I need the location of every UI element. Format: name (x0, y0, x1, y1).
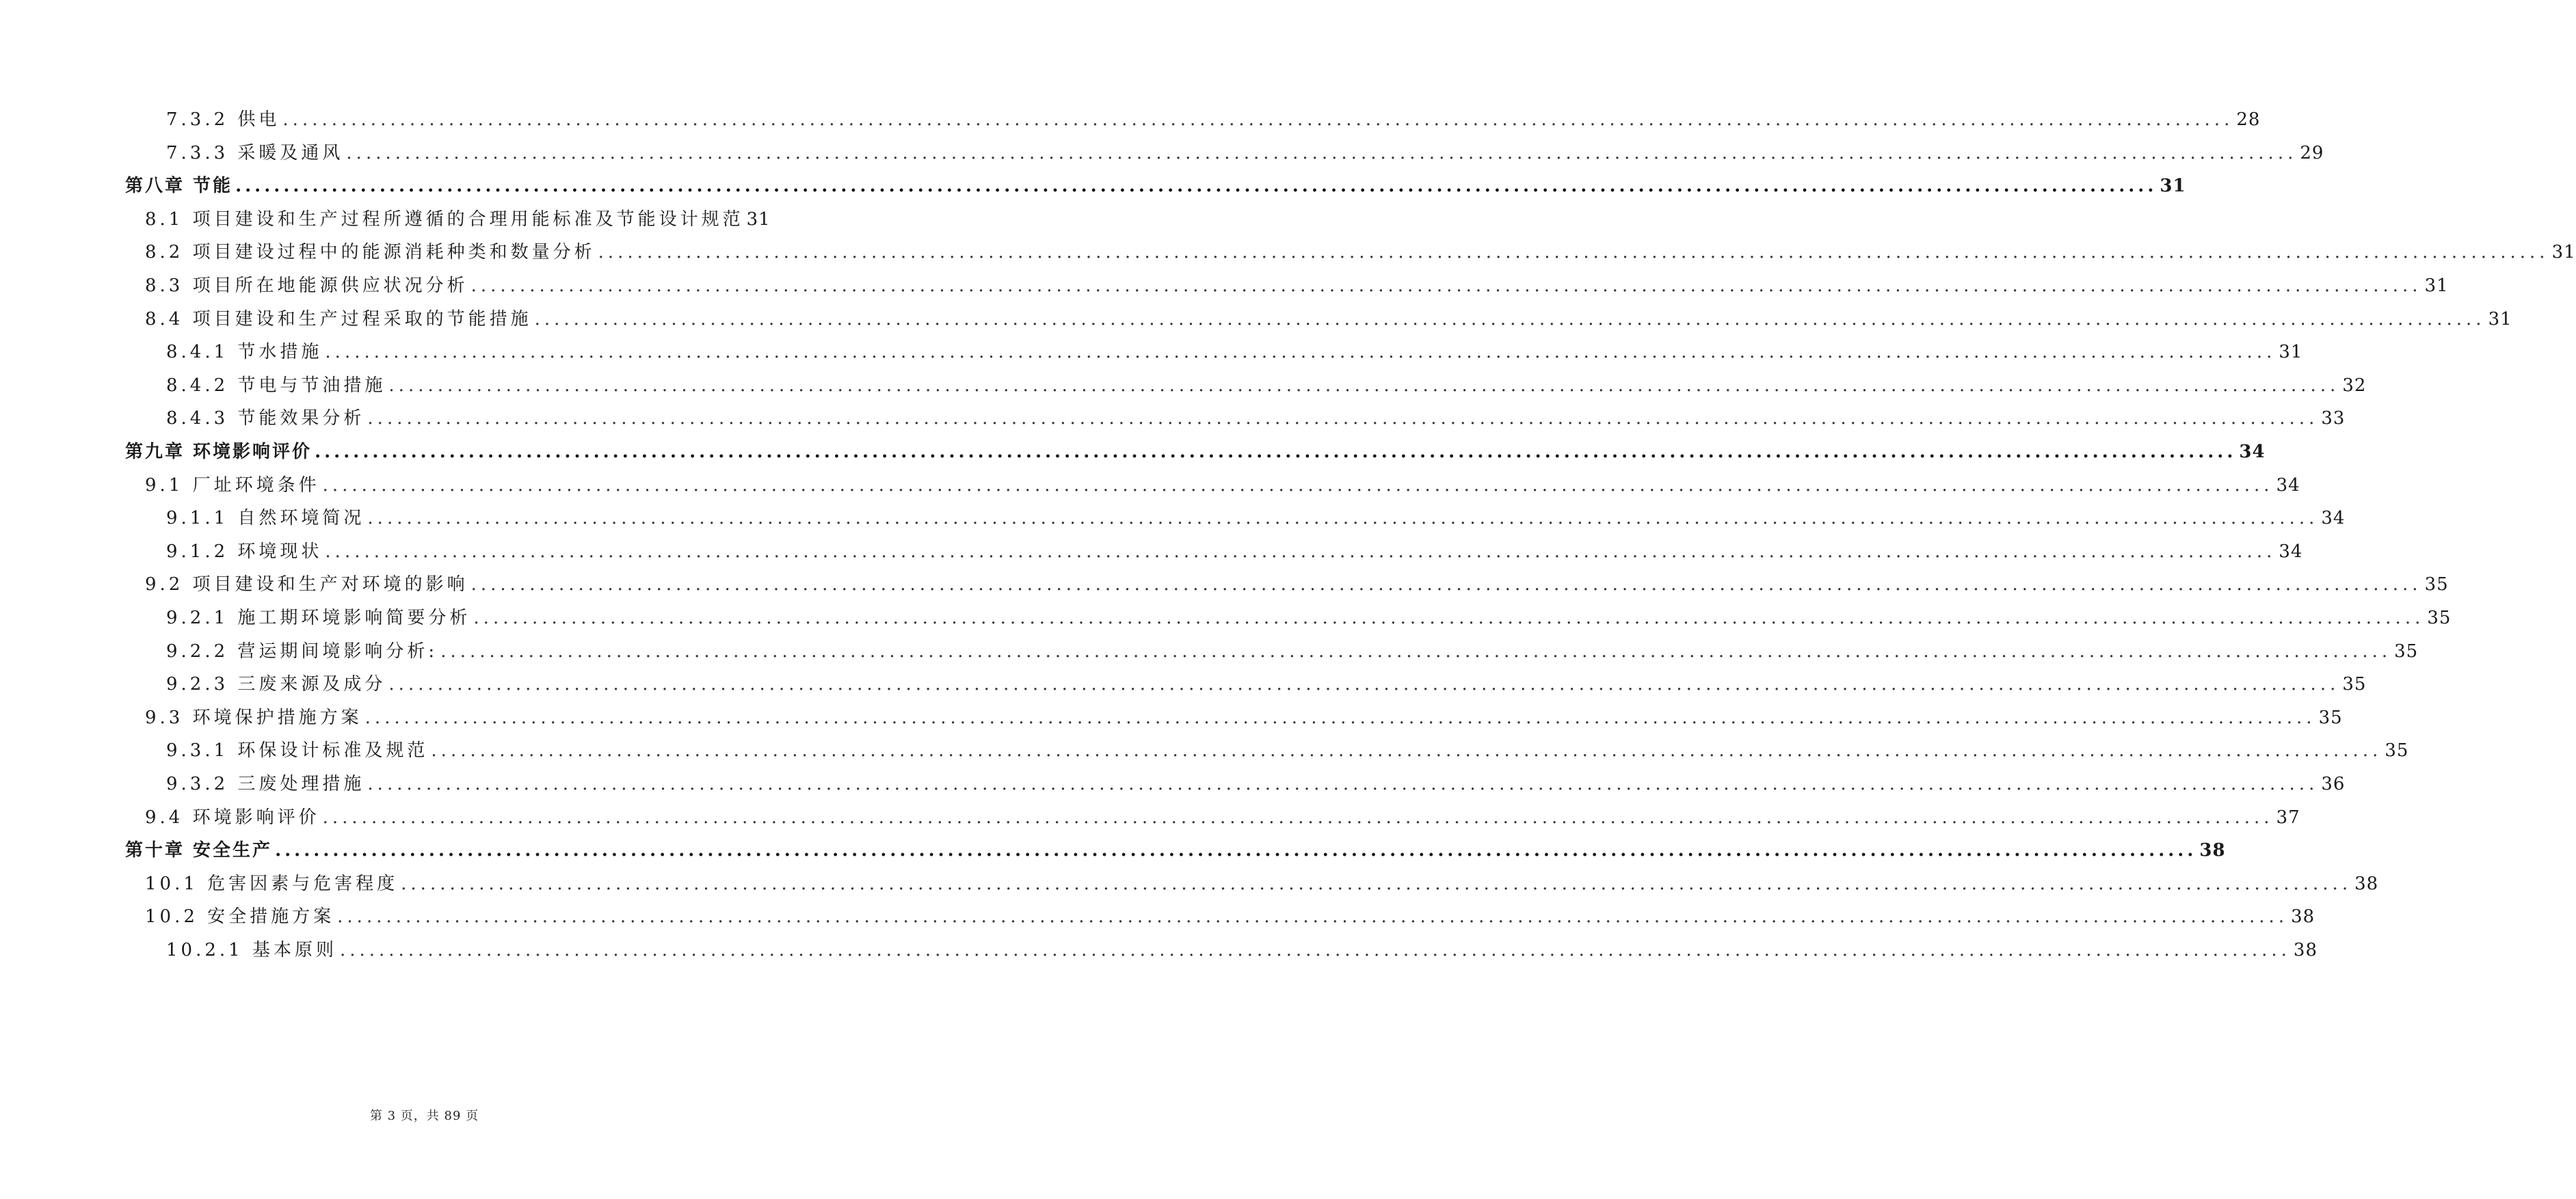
toc-entry[interactable] (145, 306, 2512, 333)
toc-dot-leader: ........................................................................................................................................................................................................ (364, 708, 2316, 728)
toc-entry-title: 9.1.2 环境现状 (166, 541, 323, 562)
toc-entry[interactable] (145, 239, 2576, 266)
toc-entry-title: 9.2.2 营运期间境影响分析: (166, 641, 438, 662)
toc-entry[interactable] (166, 638, 2419, 665)
toc-page-number: 35 (2424, 574, 2449, 595)
toc-dot-leader: ........................................................................................................................................................................................................ (346, 143, 2298, 163)
toc-entry[interactable] (166, 106, 2261, 133)
toc-dot-leader: ........................................................................................................................................................................................................ (367, 408, 2319, 429)
toc-page-number: 31 (2279, 342, 2303, 362)
toc-entry-title: 9.4 环境影响评价 (145, 807, 320, 828)
toc-entry-title: 8.4.2 节电与节油措施 (166, 375, 386, 396)
toc-entry[interactable] (166, 139, 2324, 167)
toc-dot-leader: ........................................................................................................................................................................................................ (388, 375, 2340, 396)
toc-entry[interactable] (166, 338, 2303, 366)
toc-dot-leader: ........................................................................................................................................................................................................ (315, 442, 2237, 462)
toc-entry-title: 10.2.1 基本原则 (166, 940, 337, 960)
toc-entry-title: 9.2 项目建设和生产对环境的影响 (145, 574, 468, 595)
toc-chapter-entry[interactable] (125, 837, 2226, 864)
toc-page-number: 34 (2239, 442, 2266, 462)
toc-page-number: 31 (2551, 242, 2576, 262)
toc-page-number: 28 (2236, 109, 2261, 130)
toc-dot-leader: ........................................................................................................................................................................................................ (473, 608, 2425, 628)
toc-page-number: 29 (2300, 143, 2324, 163)
toc-dot-leader: ........................................................................................................................................................................................................ (431, 740, 2382, 761)
toc-dot-leader: ........................................................................................................................................................................................................ (325, 541, 2276, 562)
toc-page-number: 38 (2354, 874, 2379, 894)
toc-page-number: 33 (2321, 408, 2346, 429)
toc-dot-leader: ........................................................................................................................................................................................................ (322, 475, 2274, 496)
toc-entry[interactable] (145, 804, 2300, 831)
toc-entry[interactable] (166, 504, 2346, 532)
toc-page-number: 35 (2427, 608, 2452, 628)
toc-entry[interactable] (166, 538, 2303, 565)
toc-dot-leader: ........................................................................................................................................................................................................ (534, 309, 2486, 329)
toc-entry-title: 8.2 项目建设过程中的能源消耗种类和数量分析 (145, 242, 596, 262)
toc-dot-leader: ........................................................................................................................................................................................................ (322, 807, 2274, 828)
toc-page-number: 38 (2199, 840, 2226, 861)
toc-entry-title: 8.4 项目建设和生产过程采取的节能措施 (145, 309, 532, 329)
toc-entry-title: 9.1 厂址环境条件 (145, 475, 320, 496)
toc-page-number: 32 (2342, 375, 2367, 396)
toc-entry[interactable] (145, 472, 2300, 499)
toc-entry[interactable] (145, 272, 2449, 299)
toc-entry[interactable] (145, 206, 771, 233)
toc-page-number: 31 (2424, 275, 2449, 296)
toc-entry-title: 10.1 危害因素与危害程度 (145, 874, 399, 894)
toc-page-number: 35 (2385, 740, 2409, 761)
toc-entry-title: 9.2.3 三废来源及成分 (166, 674, 386, 695)
toc-entry[interactable] (166, 405, 2346, 432)
toc-entry-title: 7.3.2 供电 (166, 109, 280, 130)
toc-dot-leader: ........................................................................................................................................................................................................ (388, 674, 2340, 695)
toc-entry[interactable] (166, 737, 2409, 764)
toc-dot-leader: ........................................................................................................................................................................................................ (337, 906, 2289, 927)
toc-dot-leader: ........................................................................................................................................................................................................ (470, 574, 2422, 595)
toc-entry[interactable] (166, 372, 2367, 399)
toc-entry[interactable] (166, 937, 2318, 964)
toc-dot-leader: ........................................................................................................................................................................................................ (325, 342, 2276, 362)
toc-dot-leader: ........................................................................................................................................................................................................ (275, 840, 2197, 861)
toc-entry-title: 第八章 节能 (125, 176, 233, 196)
toc-page-number: 35 (2318, 708, 2343, 728)
toc-page-number: 31 (2488, 309, 2512, 329)
toc-dot-leader: ........................................................................................................................................................................................................ (598, 242, 2549, 262)
toc-page-number: 38 (2293, 940, 2318, 960)
toc-page-number: 34 (2321, 508, 2346, 528)
toc-entry-title: 8.3 项目所在地能源供应状况分析 (145, 275, 468, 296)
toc-entry-title: 9.2.1 施工期环境影响简要分析 (166, 608, 471, 628)
toc-entry-title: 8.4.1 节水措施 (166, 342, 323, 362)
toc-entry-title: 7.3.3 采暖及通风 (166, 143, 344, 163)
toc-page-number: 34 (2276, 475, 2300, 496)
toc-entry[interactable] (166, 770, 2346, 798)
toc-dot-leader: ........................................................................................................................................................................................................ (235, 176, 2157, 196)
toc-dot-leader: ........................................................................................................................................................................................................ (339, 940, 2291, 960)
page-footer: 第 3 页，共 89 页 (369, 1109, 479, 1123)
toc-entry[interactable] (166, 604, 2452, 632)
toc-entry[interactable] (145, 870, 2379, 898)
toc-page-number: 34 (2279, 541, 2303, 562)
toc-entry[interactable] (166, 671, 2367, 698)
toc-dot-leader: ........................................................................................................................................................................................................ (440, 641, 2392, 662)
toc-chapter-entry[interactable] (125, 438, 2266, 466)
toc-page-number: 31 (746, 209, 771, 230)
toc-entry-title: 9.1.1 自然环境简况 (166, 508, 365, 528)
toc-entry-title: 9.3.1 环保设计标准及规范 (166, 740, 429, 761)
toc-page-number: 31 (2160, 176, 2186, 196)
toc-dot-leader: ........................................................................................................................................................................................................ (401, 874, 2352, 894)
toc-entry[interactable] (145, 571, 2449, 598)
toc-dot-leader: ........................................................................................................................................................................................................ (470, 275, 2422, 296)
toc-page-number: 35 (2394, 641, 2419, 662)
toc-entry-title: 8.4.3 节能效果分析 (166, 408, 365, 429)
toc-page-number: 37 (2276, 807, 2300, 828)
toc-entry-title: 9.3 环境保护措施方案 (145, 708, 362, 728)
toc-entry-title: 第九章 环境影响评价 (125, 442, 313, 462)
toc-entry-title: 9.3.2 三废处理措施 (166, 774, 365, 794)
toc-chapter-entry[interactable] (125, 172, 2186, 200)
toc-dot-leader: ........................................................................................................................................................................................................ (367, 774, 2319, 794)
toc-page-number: 38 (2291, 906, 2315, 927)
toc-page-number: 35 (2342, 674, 2367, 695)
toc-entry-title: 10.2 安全措施方案 (145, 906, 335, 927)
toc-dot-leader: ........................................................................................................................................................................................................ (367, 508, 2319, 528)
toc-entry[interactable] (145, 704, 2343, 731)
toc-entry[interactable] (145, 903, 2315, 930)
toc-dot-leader: ........................................................................................................................................................................................................ (282, 109, 2234, 130)
toc-page-number: 36 (2321, 774, 2346, 794)
toc-entry-title: 第十章 安全生产 (125, 840, 273, 861)
toc-entry-title: 8.1 项目建设和生产过程所遵循的合理用能标准及节能设计规范 (145, 209, 744, 230)
